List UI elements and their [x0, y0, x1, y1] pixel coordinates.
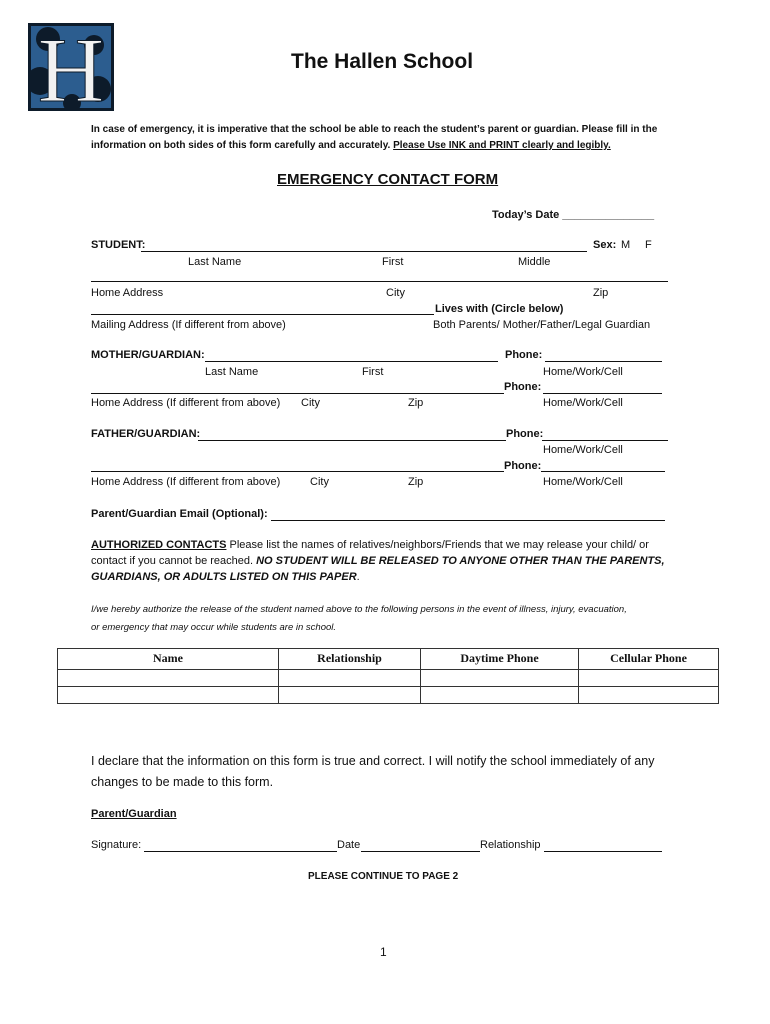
father-name-line[interactable]	[198, 440, 506, 441]
school-logo	[28, 23, 114, 111]
school-name: The Hallen School	[291, 50, 474, 73]
lives-with-label: Lives with (Circle below)	[435, 303, 564, 315]
header-relationship: Relationship	[279, 649, 421, 670]
father-phone-label-2: Phone:	[504, 460, 542, 472]
father-phone-line-1[interactable]	[542, 440, 668, 441]
mother-phone-line-2[interactable]	[543, 393, 662, 394]
mother-phone-line-1[interactable]	[545, 361, 662, 362]
table-row	[58, 670, 719, 687]
relationship-line[interactable]	[544, 851, 662, 852]
email-line[interactable]	[271, 520, 665, 521]
cellular-phone-cell[interactable]	[579, 687, 719, 704]
intro-line-1: In case of emergency, it is imperative that the school be able to reach the student’s parent or guardian. Please fill in the	[91, 124, 658, 135]
mother-hwc-caption-1: Home/Work/Cell	[543, 366, 623, 378]
relationship-cell[interactable]	[279, 687, 421, 704]
relationship-cell[interactable]	[279, 670, 421, 687]
father-hwc-caption-2: Home/Work/Cell	[543, 476, 623, 488]
student-city-caption: City	[386, 287, 405, 299]
sex-f-option[interactable]: F	[645, 239, 652, 251]
date-label: Date	[337, 839, 361, 851]
authorized-line-3: GUARDIANS, OR ADULTS LISTED ON THIS PAPER.	[91, 571, 360, 583]
mother-zip-caption: Zip	[408, 397, 424, 409]
father-home-address-caption: Home Address (If different from above)	[91, 476, 281, 488]
table-row	[58, 687, 719, 704]
authorized-contacts-table	[57, 648, 719, 704]
todays-date-field[interactable]: Today’s Date _______________	[492, 209, 655, 221]
name-cell[interactable]	[58, 670, 279, 687]
table-header-row	[58, 649, 719, 670]
mother-home-address-caption: Home Address (If different from above)	[91, 397, 281, 409]
form-title: EMERGENCY CONTACT FORM	[277, 171, 499, 188]
continue-note: PLEASE CONTINUE TO PAGE 2	[308, 871, 459, 882]
daytime-phone-cell[interactable]	[421, 670, 579, 687]
student-zip-caption: Zip	[593, 287, 609, 299]
father-phone-line-2[interactable]	[541, 471, 665, 472]
father-city-caption: City	[310, 476, 329, 488]
declaration-line-1: I declare that the information on this form is true and correct. I will notify the school immediately of any	[91, 754, 655, 768]
release-line-2: or emergency that may occur while students are in school.	[91, 622, 337, 633]
student-label: STUDENT:	[91, 239, 146, 251]
mother-last-name-caption: Last Name	[205, 366, 259, 378]
father-phone-label: Phone:	[506, 428, 544, 440]
authorized-line-2: contact if you cannot be reached. NO STUDENT WILL BE RELEASED TO ANYONE OTHER THAN THE PARENTS,	[91, 555, 665, 567]
email-label: Parent/Guardian Email (Optional):	[91, 508, 268, 520]
father-address-line[interactable]	[91, 471, 504, 472]
daytime-phone-cell[interactable]	[421, 687, 579, 704]
lives-with-options[interactable]: Both Parents/ Mother/Father/Legal Guardian	[433, 319, 651, 331]
mother-phone-label: Phone:	[505, 349, 543, 361]
page-number: 1	[380, 945, 387, 959]
sex-m-option[interactable]: M	[621, 239, 631, 251]
student-last-name-caption: Last Name	[188, 256, 242, 268]
authorized-heading: AUTHORIZED CONTACTS	[91, 539, 227, 551]
student-name-line[interactable]	[141, 251, 587, 252]
header-name: Name	[58, 649, 279, 670]
cellular-phone-cell[interactable]	[579, 670, 719, 687]
mother-city-caption: City	[301, 397, 320, 409]
student-first-caption: First	[382, 256, 404, 268]
mother-hwc-caption-2: Home/Work/Cell	[543, 397, 623, 409]
father-hwc-caption-1: Home/Work/Cell	[543, 444, 623, 456]
sex-label: Sex:	[593, 239, 617, 251]
signature-label: Signature:	[91, 839, 142, 851]
mother-name-line[interactable]	[205, 361, 498, 362]
release-line-1: I/we hereby authorize the release of the student named above to the following persons in the event of illness, injury, evacuation,	[91, 604, 627, 615]
signature-line[interactable]	[144, 851, 337, 852]
mother-address-line[interactable]	[91, 393, 504, 394]
header-cellular-phone: Cellular Phone	[579, 649, 719, 670]
father-zip-caption: Zip	[408, 476, 424, 488]
header-daytime-phone: Daytime Phone	[421, 649, 579, 670]
intro-line-2: information on both sides of this form carefully and accurately. Please Use INK and PRINT clearly and legibly.	[91, 140, 611, 151]
student-address-line[interactable]	[91, 281, 668, 282]
relationship-label: Relationship	[480, 839, 541, 851]
mother-first-caption: First	[362, 366, 384, 378]
logo-letter: H	[37, 23, 105, 111]
declaration-line-2: changes to be made to this form.	[91, 775, 274, 789]
mailing-address-line[interactable]	[91, 314, 434, 315]
date-line[interactable]	[361, 851, 480, 852]
student-middle-caption: Middle	[518, 256, 551, 268]
authorized-line-1: AUTHORIZED CONTACTS Please list the names of relatives/neighbors/Friends that we may release your child/ or	[91, 539, 649, 551]
mailing-address-caption: Mailing Address (If different from above)	[91, 319, 286, 331]
father-label: FATHER/GUARDIAN:	[91, 428, 201, 440]
mother-label: MOTHER/GUARDIAN:	[91, 349, 205, 361]
name-cell[interactable]	[58, 687, 279, 704]
parent-guardian-label: Parent/Guardian	[91, 808, 177, 820]
student-home-address-caption: Home Address	[91, 287, 164, 299]
mother-phone-label-2: Phone:	[504, 381, 542, 393]
